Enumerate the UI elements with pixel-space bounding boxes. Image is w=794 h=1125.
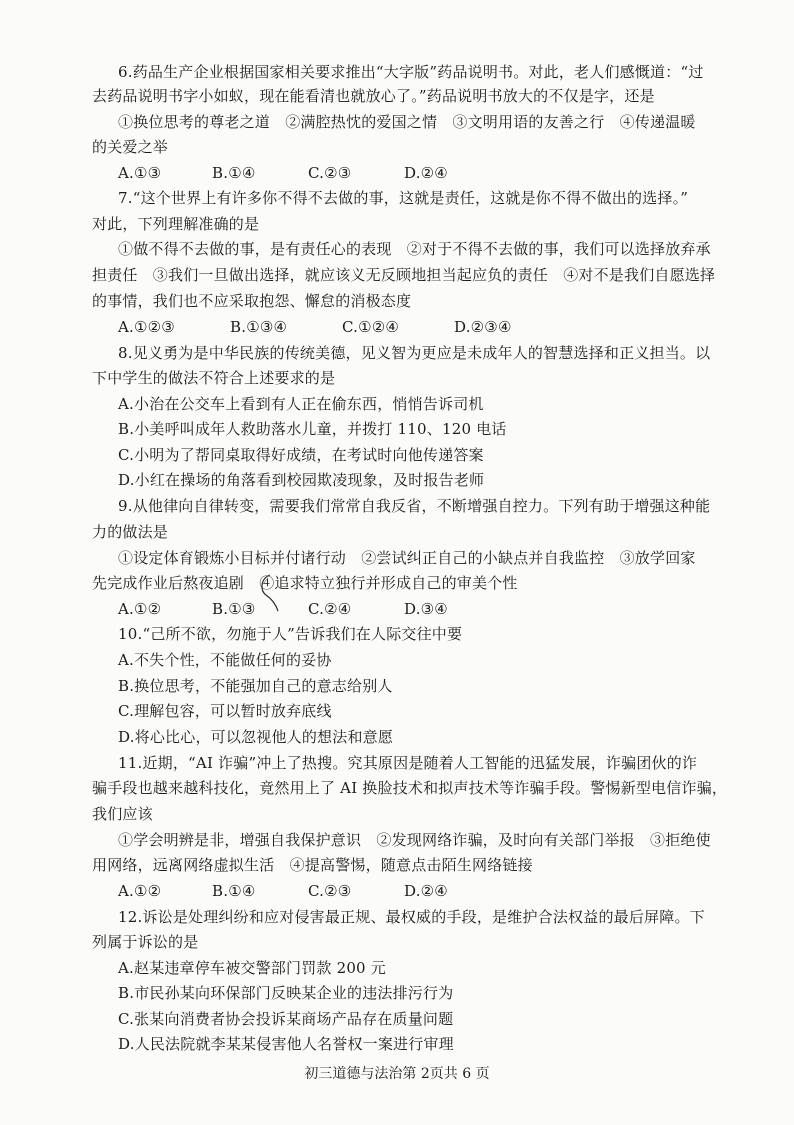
page-footer: 初三道德与法治第 2页共 6 页 [304, 1066, 490, 1082]
q12-option-c: C.张某向消费者协会投诉某商场产品存在质量问题 [118, 1010, 454, 1028]
q10-option-d: D.将心比心，可以忽视他人的想法和意愿 [118, 728, 394, 746]
q10-option-b: B.换位思考，不能强加自己的意志给别人 [118, 677, 393, 695]
q12-option-b: B.市民孙某向环保部门反映某企业的违法排污行为 [118, 984, 454, 1002]
q7-stem-line-1: 7.“这个世界上有许多你不得不去做的事，这就是责任，这就是你不得不做出的选择。” [118, 189, 689, 207]
q11-items-line-1: ①学会明辨是非，增强自我保护意识 ②发现网络诈骗，及时向有关部门举报 ③拒绝使 [118, 831, 711, 849]
option-a: A.①② [118, 600, 162, 618]
q12-option-a: A.赵某违章停车被交警部门罚款 200 元 [118, 959, 386, 977]
option-d: D.②④ [404, 164, 448, 182]
q11-items-line-2: 用网络，远离网络虚拟生活 ④提高警惕，随意点击陌生网络链接 [92, 856, 533, 874]
option-a: A.①②③ [118, 318, 175, 336]
q7-options [118, 317, 512, 337]
pen-mark [258, 573, 282, 613]
q7-stem-line-2: 对此，下列理解准确的是 [92, 215, 260, 233]
q9-options [118, 599, 448, 619]
option-a: A.①② [118, 882, 162, 900]
q11-stem-line-1: 11.近期，“AI 诈骗”冲上了热搜。究其原因是随着人工智能的迅猛发展，诈骗团伙的诈 [118, 754, 698, 772]
option-b: B.①③④ [230, 318, 288, 336]
q9-stem-line-2: 力的做法是 [92, 523, 169, 541]
q10-stem-line-1: 10.“己所不欲，勿施于人”告诉我们在人际交往中要 [118, 625, 463, 643]
q10-option-c: C.理解包容，可以暂时放弃底线 [118, 702, 332, 720]
q6-options [118, 163, 448, 183]
option-d: D.③④ [404, 600, 448, 618]
option-c: C.②③ [308, 164, 352, 182]
q9-items-line-2: 先完成作业后熬夜追剧 ④追求特立独行并形成自己的审美个性 [92, 574, 518, 592]
q8-option-c: C.小明为了帮同桌取得好成绩，在考试时向他传递答案 [118, 446, 484, 464]
option-c: C.②③ [308, 882, 352, 900]
q8-option-d: D.小红在操场的角落看到校园欺凌现象，及时报告老师 [118, 471, 485, 489]
option-b: B.①④ [212, 164, 256, 182]
q7-items-line-3: 的事情，我们也不应采取抱怨、懈怠的消极态度 [92, 292, 412, 310]
q7-items-line-2: 担责任 ③我们一旦做出选择，就应该义无反顾地担当起应负的责任 ④对不是我们自愿选择 [92, 266, 716, 284]
option-b: B.①③ [212, 600, 256, 618]
q8-stem-line-1: 8.见义勇为是中华民族的传统美德，见义智为更应是未成年人的智慧选择和正义担当。以 [118, 344, 711, 362]
option-d: D.②④ [404, 882, 448, 900]
q10-option-a: A.不失个性，不能做任何的妥协 [118, 651, 332, 669]
q6-stem-line-1: 6.药品生产企业根据国家相关要求推出“大字版”药品说明书。对此，老人们感慨道：“过 [118, 63, 704, 81]
q11-stem-line-2: 骗手段也越来越科技化，竟然用上了 AI 换脸技术和拟声技术等诈骗手段。警惕新型电信诈骗， [92, 779, 728, 797]
q12-stem-line-1: 12.诉讼是处理纠纷和应对侵害最正规、最权威的手段，是维护合法权益的最后屏障。下 [118, 908, 705, 926]
option-c: C.②④ [308, 600, 352, 618]
q6-items-line-2: 的关爱之举 [92, 138, 169, 156]
q12-option-d: D.人民法院就李某某侵害他人名誉权一案进行审理 [118, 1035, 454, 1053]
option-b: B.①④ [212, 882, 256, 900]
q12-stem-line-2: 列属于诉讼的是 [92, 933, 199, 951]
q8-option-a: A.小治在公交车上看到有人正在偷东西，悄悄告诉司机 [118, 395, 484, 413]
q11-stem-line-3: 我们应该 [92, 805, 153, 823]
q8-stem-line-2: 下中学生的做法不符合上述要求的是 [92, 369, 336, 387]
q8-option-b: B.小美呼叫成年人救助落水儿童，并拨打 110、120 电话 [118, 420, 507, 438]
option-d: D.②③④ [454, 318, 512, 336]
option-a: A.①③ [118, 164, 162, 182]
q6-items-line-1: ①换位思考的尊老之道 ②满腔热忱的爱国之情 ③文明用语的友善之行 ④传递温暖 [118, 113, 696, 131]
option-c: C.①②④ [342, 318, 400, 336]
q9-stem-line-1: 9.从他律向自律转变，需要我们常常自我反省，不断增强自控力。下列有助于增强这种能 [118, 497, 711, 515]
q6-stem-line-2: 去药品说明书字小如蚁，现在能看清也就放心了。”药品说明书放大的不仅是字，还是 [92, 87, 655, 105]
q7-items-line-1: ①做不得不去做的事，是有责任心的表现 ②对于不得不去做的事，我们可以选择放弃承 [118, 240, 711, 258]
q9-items-line-1: ①设定体育锻炼小目标并付诸行动 ②尝试纠正自己的小缺点并自我监控 ③放学回家 [118, 549, 696, 567]
q11-options [118, 881, 448, 901]
